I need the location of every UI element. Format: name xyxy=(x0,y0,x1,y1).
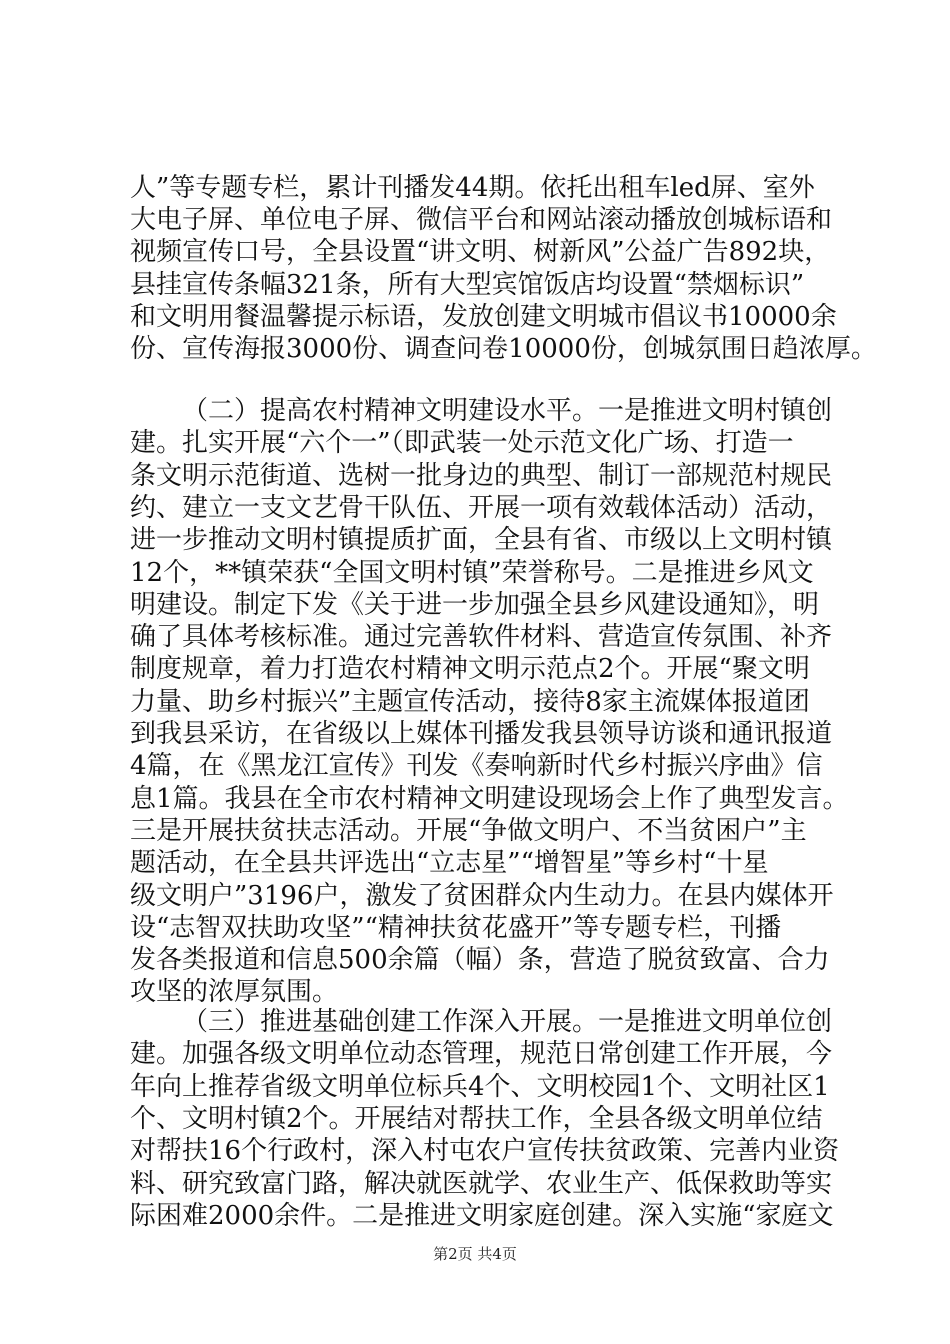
text-line: 和文明用餐温馨提示标语，发放创建文明城市倡议书10000余 xyxy=(130,301,837,332)
text-line: 料、研究致富门路，解决就医就学、农业生产、低保救助等实 xyxy=(130,1168,833,1199)
text-line: 份、宣传海报3000份、调查问卷10000份，创城氛围日趋浓厚。 xyxy=(130,334,877,364)
text-line: （三）推进基础创建工作深入开展。一是推进文明单位创 xyxy=(182,1007,833,1037)
text-line: 大电子屏、单位电子屏、微信平台和网站滚动播放创城标语和 xyxy=(130,205,833,236)
text-line: 确了具体考核标准。通过完善软件材料、营造宣传氛围、补齐 xyxy=(130,622,833,653)
text-line: 设“志智双扶助攻坚”“精神扶贫花盛开”等专题专栏，刊播 xyxy=(130,912,782,943)
text-line: 际困难2000余件。二是推进文明家庭创建。深入实施“家庭文 xyxy=(130,1200,834,1231)
text-line: 明建设。制定下发《关于进一步加强全县乡风建设通知》，明 xyxy=(130,589,820,620)
text-line: 制度规章，着力打造农村精神文明示范点2个。开展“聚文明 xyxy=(130,654,810,685)
text-line: 4篇，在《黑龙江宣传》刊发《奏响新时代乡村振兴序曲》信 xyxy=(130,751,823,782)
text-line: 级文明户”3196户，激发了贫困群众内生动力。在县内媒体开 xyxy=(130,880,834,911)
text-line: 县挂宣传条幅321条，所有大型宾馆饭店均设置“禁烟标识” xyxy=(130,269,805,300)
text-line: 攻坚的浓厚氛围。 xyxy=(130,977,339,1008)
text-line: 题活动，在全县共评选出“立志星”“增智星”等乡村“十星 xyxy=(130,848,769,879)
text-line: 进一步推动文明村镇提质扩面，全县有省、市级以上文明村镇 xyxy=(130,525,833,556)
text-line: 个、文明村镇2个。开展结对帮扶工作，全县各级文明单位结 xyxy=(130,1103,823,1134)
text-line: 建。加强各级文明单位动态管理，规范日常创建工作开展，今 xyxy=(130,1039,833,1070)
text-line: 发各类报道和信息500余篇（幅）条，营造了脱贫致富、合力 xyxy=(130,945,830,976)
text-line: （二）提高农村精神文明建设水平。一是推进文明村镇创 xyxy=(182,396,833,426)
text-line: 息1篇。我县在全市农村精神文明建设现场会上作了典型发言。 xyxy=(130,783,849,814)
text-line: 年向上推荐省级文明单位标兵4个、文明校园1个、文明社区1 xyxy=(130,1071,830,1102)
text-line: 建。扎实开展“六个一”（即武装一处示范文化广场、打造一 xyxy=(130,428,794,459)
page-footer: 第2页 共4页 xyxy=(433,1245,517,1263)
text-line: 力量、助乡村振兴”主题宣传活动，接待8家主流媒体报道团 xyxy=(130,686,810,717)
text-line: 约、建立一支文艺骨干队伍、开展一项有效载体活动）活动， xyxy=(130,492,833,523)
text-line: 视频宣传口号，全县设置“讲文明、树新风”公益广告892块， xyxy=(130,237,831,268)
text-line: 对帮扶16个行政村，深入村屯农户宣传扶贫政策、完善内业资 xyxy=(130,1136,840,1167)
text-line: 12个，**镇荣获“全国文明村镇”荣誉称号。二是推进乡风文 xyxy=(130,557,814,588)
text-line: 人”等专题专栏，累计刊播发44期。依托出租车led屏、室外 xyxy=(130,173,815,203)
text-line: 条文明示范街道、选树一批身边的典型、制订一部规范村规民 xyxy=(130,460,833,491)
text-line: 到我县采访，在省级以上媒体刊播发我县领导访谈和通讯报道 xyxy=(130,719,833,749)
text-line: 三是开展扶贫扶志活动。开展“争做文明户、不当贫困户”主 xyxy=(130,815,807,846)
